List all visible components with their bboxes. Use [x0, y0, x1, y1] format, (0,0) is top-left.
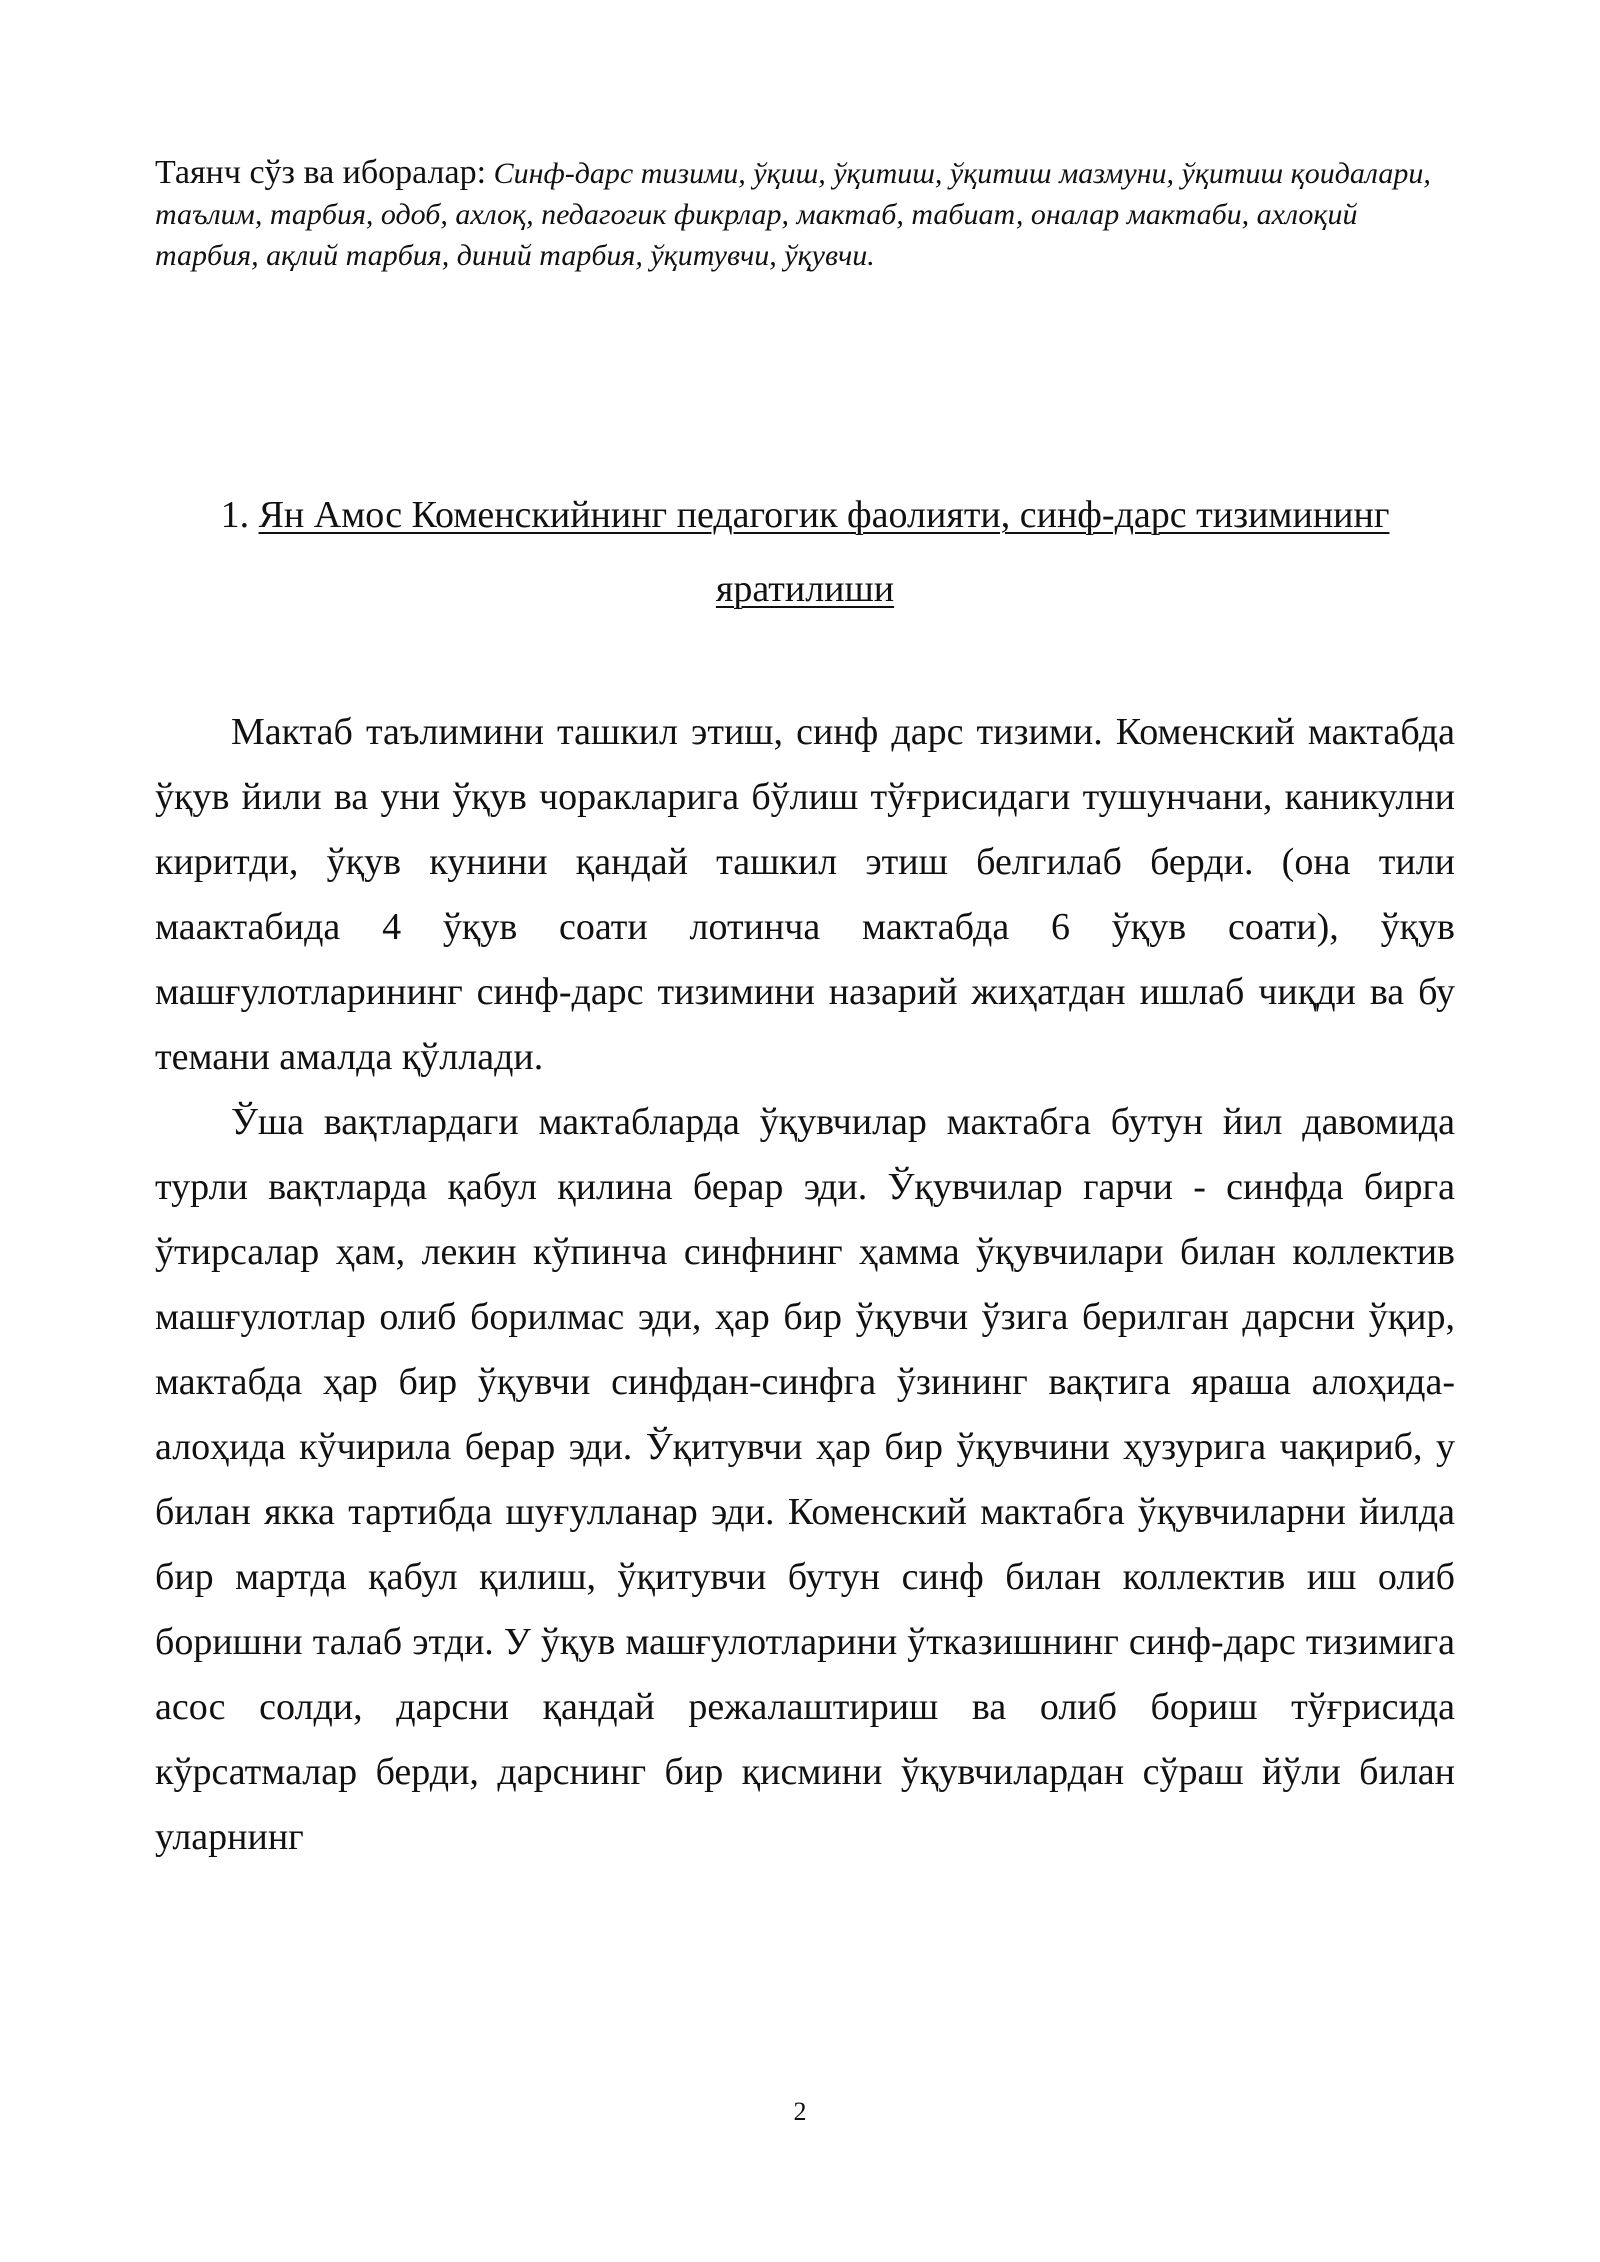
body-text	[155, 700, 1455, 1870]
paragraph-1: Мактаб таълимини ташкил этиш, синф дарс тизими. Коменский мактабда ўқув йили ва уни ўқув чоракларига бўлиш тўғрисидаги тушунчани, каникулни киритди, ўқув кунини қандай ташкил этиш белгилаб берди. (она тили маактабида 4 ўқув соати лотинча мактабда 6 ўқув соати), ўқув машғулотларининг синф-дарс тизимини назарий жиҳатдан ишлаб чиқди ва бу темани амалда қўллади.	[155, 711, 1455, 1078]
section-number: 1.	[220, 494, 250, 536]
keywords-label: Таянч сўз ва иборалар:	[155, 154, 487, 191]
section-heading	[155, 478, 1455, 626]
section-title: Ян Амос Коменскийнинг педагогик фаолияти, синф-дарс тизимининг яратилиши	[258, 494, 1390, 610]
page-number: 2	[793, 2097, 807, 2126]
keywords-block	[155, 152, 1455, 276]
paragraph-2: Ўша вақтлардаги мактабларда ўқувчилар мактабга бутун йил давомида турли вақтларда қабул қилина берар эди. Ўқувчилар гарчи - синфда бирга ўтирсалар ҳам, лекин кўпинча синфнинг ҳамма ўқувчилари билан коллектив машғулотлар олиб борилмас эди, ҳар бир ўқувчи ўзига берилган дарсни ўқир, мактабда ҳар бир ўқувчи синфдан-синфга ўзининг вақтига яраша алоҳида-алоҳида кўчирила берар эди. Ўқитувчи ҳар бир ўқувчини ҳузурига чақириб, у билан якка тартибда шуғулланар эди. Коменский мактабга ўқувчиларни йилда бир мартда қабул қилиш, ўқитувчи бутун синф билан коллектив иш олиб боришни талаб этди. У ўқув машғулотларини ўтказишнинг синф-дарс тизимига асос солди, дарсни қандай режалаштириш ва олиб бориш тўғрисида кўрсатмалар берди, дарснинг бир қисмини ўқувчилардан сўраш йўли билан уларнинг	[155, 1101, 1455, 1858]
keywords-list: Синф-дарс тизими, ўқиш, ўқитиш, ўқитиш мазмуни, ўқитиш қоидалари, таълим, тарбия, одоб, ахлоқ, педагогик фикрлар, мактаб, табиат, оналар мактаби, ахлоқий тарбия, ақлий тарбия, диний тарбия, ўқитувчи, ўқувчи.	[155, 157, 1431, 272]
